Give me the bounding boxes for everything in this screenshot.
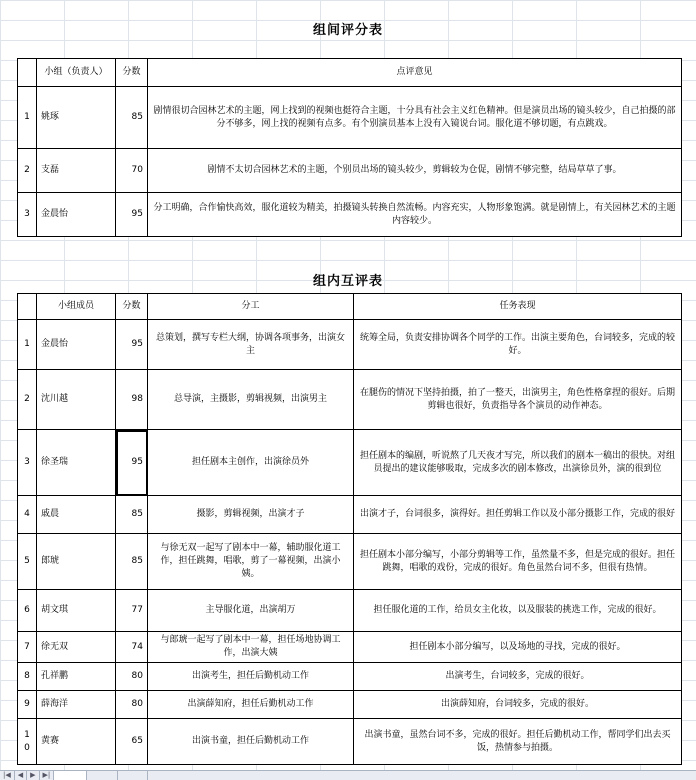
duty-cell[interactable]: 担任剧本主创作，出演徐员外	[148, 430, 354, 496]
header-cell[interactable]: 小组（负责人）	[37, 59, 116, 87]
group-evaluation-title: 组间评分表	[312, 23, 383, 38]
row-number-cell[interactable]: 8	[18, 663, 37, 691]
performance-cell[interactable]: 担任剧本小部分编写，小部分剪辑等工作，虽然量不多，但是完成的很好。担任跳舞，唱歌的戏份，完成的很好。角色虽然台词不多，但很有热情。	[354, 534, 682, 590]
score-cell[interactable]: 85	[116, 87, 148, 149]
name-cell[interactable]: 徐无双	[37, 632, 116, 663]
duty-cell[interactable]: 摄影，剪辑视频，出演才子	[148, 496, 354, 534]
duty-cell[interactable]: 总策划，撰写专栏大纲，协调各项事务，出演女主	[148, 320, 354, 370]
performance-cell[interactable]: 担任剧本小部分编写，以及场地的寻找，完成的很好。	[354, 632, 682, 663]
table-row	[18, 691, 682, 719]
duty-cell[interactable]: 出演考生，担任后勤机动工作	[148, 663, 354, 691]
table-row	[18, 320, 682, 370]
performance-cell[interactable]: 出演才子，台词很多，演得好。担任剪辑工作以及小部分摄影工作，完成的很好	[354, 496, 682, 534]
table-row	[18, 632, 682, 663]
name-cell[interactable]: 姚琢	[37, 87, 116, 149]
score-cell[interactable]: 95	[116, 320, 148, 370]
next-sheet-arrow-icon[interactable]: ▶	[27, 771, 39, 780]
score-cell[interactable]: 85	[116, 496, 148, 534]
row-number-cell[interactable]: 1	[18, 87, 37, 149]
table-row	[18, 663, 682, 691]
first-sheet-arrow-icon[interactable]: |◀	[0, 771, 15, 780]
score-cell[interactable]: 80	[116, 691, 148, 719]
table-row	[18, 370, 682, 430]
table-row	[18, 149, 682, 193]
row-number-cell[interactable]: 3	[18, 430, 37, 496]
comment-cell[interactable]: 分工明确，合作愉快高效，服化道较为精美，拍摄镜头转换自然流畅。内容充实，人物形象饱满。就是剧情上，有关园林艺术的主题内容较少。	[148, 193, 682, 237]
comment-cell[interactable]: 剧情很切合园林艺术的主题，网上找到的视频也挺符合主题，十分具有社会主义红色精神。但是演员出场的镜头较少，自己拍摄的部分不够多，网上找的视频有点多。有个别演员基本上没有入镜说台词。服化道不够切题，有点跳戏。	[148, 87, 682, 149]
header-cell[interactable]: 小组成员	[37, 294, 116, 320]
row-number-cell[interactable]: 1	[18, 320, 37, 370]
performance-cell[interactable]: 在腿伤的情况下坚持拍摄，拍了一整天，出演男主，角色性格拿捏的很好。后期剪辑也很好，负责指导各个演员的动作神态。	[354, 370, 682, 430]
score-cell[interactable]: 80	[116, 663, 148, 691]
row-number-cell[interactable]: 5	[18, 534, 37, 590]
row-number-cell[interactable]: 3	[18, 193, 37, 237]
comment-cell[interactable]: 剧情不太切合园林艺术的主题，个别员出场的镜头较少，剪辑较为仓促，剧情不够完整，结局草草了事。	[148, 149, 682, 193]
score-cell[interactable]: 65	[116, 719, 148, 765]
row-number-cell[interactable]: 6	[18, 590, 37, 632]
score-cell[interactable]: 74	[116, 632, 148, 663]
performance-cell[interactable]: 统筹全局，负责安排协调各个同学的工作。出演主要角色，台词较多，完成的较好。	[354, 320, 682, 370]
table-row	[18, 87, 682, 149]
header-cell[interactable]: 点评意见	[148, 59, 682, 87]
row-number-cell[interactable]: 2	[18, 370, 37, 430]
performance-cell[interactable]: 担任服化道的工作，给员女主化妆，以及服装的挑选工作，完成的很好。	[354, 590, 682, 632]
duty-cell[interactable]: 出演书童，担任后勤机动工作	[148, 719, 354, 765]
table-header-row	[18, 59, 682, 87]
performance-cell[interactable]: 出演薛知府，台词较多，完成的很好。	[354, 691, 682, 719]
score-cell[interactable]: 77	[116, 590, 148, 632]
name-cell[interactable]: 孔祥鹏	[37, 663, 116, 691]
table-row	[18, 719, 682, 765]
row-number-cell[interactable]: 2	[18, 149, 37, 193]
duty-cell[interactable]: 与徐无双一起写了剧本中一幕，辅助服化道工作，担任跳舞，唱歌，剪了一幕视频，出演小姨。	[148, 534, 354, 590]
selected-score-cell[interactable]: 95	[116, 430, 148, 496]
row-number-cell[interactable]: 10	[18, 719, 37, 765]
table-row	[18, 534, 682, 590]
table-row	[18, 193, 682, 237]
duty-cell[interactable]: 主导服化道，出演胡万	[148, 590, 354, 632]
name-cell[interactable]: 支磊	[37, 149, 116, 193]
name-cell[interactable]: 戚晨	[37, 496, 116, 534]
table-header-row	[18, 294, 682, 320]
header-cell[interactable]: 分数	[116, 59, 148, 87]
header-cell[interactable]: 分工	[148, 294, 354, 320]
score-cell[interactable]: 98	[116, 370, 148, 430]
name-cell[interactable]: 黄赛	[37, 719, 116, 765]
header-cell[interactable]: 任务表现	[354, 294, 682, 320]
header-cell[interactable]	[18, 59, 37, 87]
score-cell[interactable]: 95	[116, 193, 148, 237]
name-cell[interactable]: 沈川越	[37, 370, 116, 430]
row-number-cell[interactable]: 9	[18, 691, 37, 719]
peer-evaluation-table	[17, 293, 682, 765]
name-cell[interactable]: 胡文琪	[37, 590, 116, 632]
name-cell[interactable]: 薛海洋	[37, 691, 116, 719]
performance-cell[interactable]: 出演考生，台词较多，完成的很好。	[354, 663, 682, 691]
table-row	[18, 430, 682, 496]
prev-sheet-arrow-icon[interactable]: ◀	[15, 771, 27, 780]
name-cell[interactable]: 金晨怡	[37, 193, 116, 237]
duty-cell[interactable]: 总导演，主摄影，剪辑视频，出演男主	[148, 370, 354, 430]
performance-cell[interactable]: 出演书童，虽然台词不多，完成的很好。担任后勤机动工作，帮同学们出去买饭，热情参与拍摄。	[354, 719, 682, 765]
name-cell[interactable]: 徐圣瑞	[37, 430, 116, 496]
last-sheet-arrow-icon[interactable]: ▶|	[40, 771, 55, 780]
header-cell[interactable]: 分数	[116, 294, 148, 320]
name-cell[interactable]: 金晨怡	[37, 320, 116, 370]
score-cell[interactable]: 70	[116, 149, 148, 193]
table-row	[18, 590, 682, 632]
name-cell[interactable]: 郎琥	[37, 534, 116, 590]
score-cell[interactable]: 85	[116, 534, 148, 590]
row-number-cell[interactable]: 7	[18, 632, 37, 663]
group-evaluation-table	[17, 58, 682, 237]
performance-cell[interactable]: 担任剧本的编剧，听说熬了几天夜才写完，所以我们的剧本一稿出的很快。对组员提出的建议能够吸取，完成多次的剧本修改，出演徐员外，演的很到位	[354, 430, 682, 496]
duty-cell[interactable]: 出演薛知府，担任后勤机动工作	[148, 691, 354, 719]
peer-evaluation-title: 组内互评表	[312, 274, 383, 289]
header-cell[interactable]	[18, 294, 37, 320]
row-number-cell[interactable]: 4	[18, 496, 37, 534]
table-row	[18, 496, 682, 534]
duty-cell[interactable]: 与郎琥一起写了剧本中一幕，担任场地协调工作，出演大姨	[148, 632, 354, 663]
